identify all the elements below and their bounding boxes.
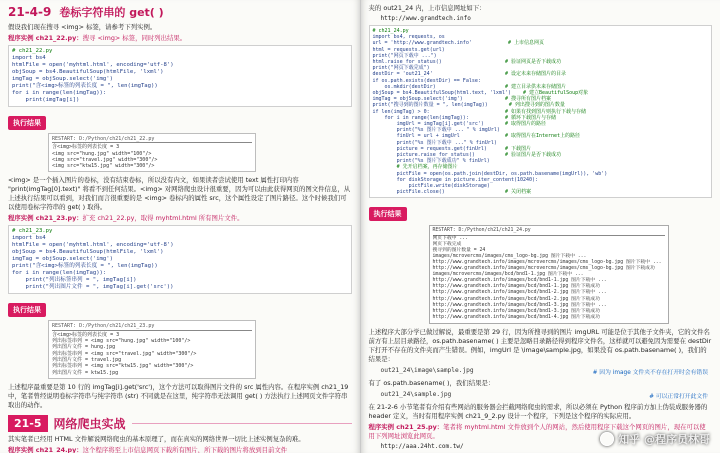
code-line: pictFile = open(os.path.join(destDir, os.path.basename(imgUrl)), 'wb') <box>372 170 608 177</box>
example-label: 程序实例 ch21_23.py： <box>8 214 83 223</box>
code-line: print("%s 图片下载中 ... " % imgUrl) <box>372 127 500 134</box>
code-line: # ch21_23.py <box>12 228 53 235</box>
output-line: 含<img>标签的列表长度 = 3 <box>52 331 120 338</box>
code-line: destDir = 'out21_24' # 设定未来存储图片的目录 <box>372 71 566 78</box>
section-title: 网络爬虫实战 <box>53 416 126 431</box>
output-line: http://www.grandtech.info/images/bcd/bnd1-4.jpg 图片下载成功 <box>432 314 600 320</box>
code-line: for i in range(len(imgTag)): # 循环下载图片与存储 <box>372 114 556 121</box>
paragraph-4: 在 21-2-6 小节笔者有介绍有些网站的服务器会拦截网络爬虫的需求，所以必须在 Python 程序前方加上伪装成服务器的 header 定义，当时有用程序实例 ch21_9_2.py 设计一个程序，下列是这个程序的实际应用。 <box>368 402 708 420</box>
right-page <box>361 0 720 453</box>
code-line: objSoup = bs4.BeautifulSoup(htmlFile, 'lxml') <box>12 249 164 256</box>
example-ch21-22 <box>8 34 352 43</box>
left-page-content <box>8 4 352 453</box>
console-restart-bar: RESTART: D:/Python/ch21/ch21_24.py <box>433 228 665 235</box>
result-tag: 执行结果 <box>369 207 407 221</box>
output-line: http://www.grandtech.info/images/bcd/bnd1-2.jpg 图片下载中 ... <box>432 290 607 296</box>
code-line: os.mkdir(destDir) # 建立目录供未来存储图片 <box>372 83 566 90</box>
code-line: if len(imgTag) > 0: # 如果有找到图片则执行下载与存储 <box>372 108 586 115</box>
output-block-ch21-24 <box>429 225 669 323</box>
output-line: http://www.grandtech.info/images/mcrovercms/images/cms_logo-bg.jpg 图片下载中 ... <box>432 259 662 265</box>
output-line: 列出图片文件 = travel.jpg <box>52 356 122 363</box>
code-line: objSoup = bs4.BeautifulSoup(htmlFile, 'lxml') <box>12 69 164 75</box>
output-line: images/mcrovercms/images/bcd/bnd1-1.jpg 图片下载中 ... <box>432 272 584 278</box>
paragraph-3: 有了 os.path.basename( )，我们结果是： <box>368 378 495 387</box>
paragraph-4: 其实笔者已经用 HTML 文件解说网络爬虫的基本原理了，而在真实的网络世界一切比上述实例复杂的难。 <box>8 434 305 443</box>
path-example-2 <box>381 391 713 400</box>
code-line: for i in range(len(imgTag)): <box>12 270 107 277</box>
code-line: for diskStorage in picture.iter_content(10240): <box>372 176 539 183</box>
path-text: out21_24\sample.jpg <box>380 390 452 398</box>
heading-number: 21-4-9 <box>8 5 52 19</box>
output-line: http://www.grandtech.info/images/mcrovercms/images/cms_logo-bg.jpg 图片下载成功 <box>432 266 655 272</box>
code-line: print(imgTag[i]) <box>12 97 80 103</box>
code-line: htmlFile = open('myhtml.html', encoding='utf-8') <box>12 62 174 68</box>
code-line: print("网页下载完成") <box>372 65 430 72</box>
section-21-5 <box>8 415 352 432</box>
code-line: # ch21_24.py <box>372 28 409 34</box>
watermark <box>600 431 710 447</box>
right-page-content <box>369 4 713 453</box>
url-line-2: http://aaa.24ht.com.tw/ <box>380 442 464 450</box>
code-line: print("列出图片文件 = ", imgTag[i].get('src')) <box>12 284 174 291</box>
paragraph-2: 上述程序大部分学已做过解说，最重要是第 29 行，因为所搜寻到的图片 imgURL 可能是位于其他子文件夹，它的文件名前方有上层目录路径，os.path.basename( ) 主要是忽略目录路径得到程序文件名，这样就可以避免因为需要在 destDir 下打开不存在的文件夹而产生错误。例如，imgUrl 是 \image\sample.jpg，如果没有 os.path.basename( )，我们的结果是： <box>368 327 712 363</box>
section-heading <box>8 4 352 20</box>
code-line: objSoup = bs4.BeautifulSoup(html.text, 'lxml') # 建立BeautifulSoup对象 <box>372 90 589 97</box>
section-number: 21-5 <box>8 415 48 432</box>
console-restart-bar: RESTART: D:/Python/ch21/ch21_22.py <box>52 136 252 143</box>
code-line: import bs4 <box>12 235 46 242</box>
example-ch21-23 <box>8 214 352 223</box>
output-line: <img src="travel.jpg" width="300"/> <box>52 156 158 163</box>
output-line: 列出标签串列 = <img src="ktw15.jpg" width="300"/> <box>52 363 194 370</box>
example-text: 这个程序将至上市信息网页下载所有图片，所下载的图片将放到目前文件 <box>82 445 288 453</box>
output-line: http://www.grandtech.info/images/bcd/bnd1-3.jpg 图片下载中 ... <box>432 302 607 308</box>
example-label: 程序实例 ch21_25.py： <box>368 422 444 431</box>
output-line: 列出图片文件 = hung.jpg <box>52 344 116 351</box>
output-line: 网页下载中 ... <box>432 235 469 241</box>
output-line: http://www.grandtech.info/images/bcd/bnd1-1.jpg 图片下载成功 <box>432 284 600 290</box>
example-label: 程序实例 ch21_24.py： <box>8 445 83 453</box>
watermark-text: 知乎 @程序员林哥 <box>618 433 710 446</box>
output-line: 列出标签串列 = <img src="hung.jpg" width="100"/> <box>52 338 191 345</box>
console-restart-bar: RESTART: D:/Python/ch21/ch21_23.py <box>52 323 252 330</box>
output-line: 网页下载完成 <box>432 241 462 247</box>
output-line: 搜寻到的图片数量 = 24 <box>432 247 486 253</box>
code-line: html = requests.get(url) <box>372 46 445 53</box>
code-block-ch21-23 <box>8 225 352 294</box>
code-line: for i in range(len(imgTag)): <box>12 90 107 96</box>
code-line: print("列出标签串列 = ", imgTag[i]) <box>12 277 137 284</box>
example-label: 程序实例 ch21_22.py： <box>8 34 83 42</box>
code-line: print("含<img>标签的列表长度 = ", len(imgTag)) <box>12 263 158 270</box>
code-line: finUrl = url + imgUrl # 取得图片在Internet上的路径 <box>372 133 581 140</box>
output-line: http://www.grandtech.info/images/bcd/bnd1-1.jpg 图片下载中 ... <box>432 278 607 284</box>
output-line: 列出标签串列 = <img src="travel.jpg" width="300"/> <box>52 350 197 357</box>
output-line: http://www.grandtech.info/images/bcd/bnd1-3.jpg 图片下载成功 <box>432 308 600 314</box>
example-text: 搜寻 <img> 标签，同时列出结果。 <box>82 34 187 42</box>
path-text: out21_24\image\sample.jpg <box>380 366 474 374</box>
code-line: url = 'http://www.grandtech.info' # 上市信息网页 <box>372 40 544 47</box>
code-line: imgTag = objSoup.select('img') # 搜寻所有图片档案 <box>372 96 551 103</box>
heading-title: 卷标字符串的 get( ) <box>59 6 164 19</box>
code-block-ch21-24 <box>369 25 713 198</box>
output-line: <img src="ktw15.jpg" width="300"/> <box>52 163 155 170</box>
code-line: picture = requests.get(finUrl) # 下载图片 <box>372 145 531 152</box>
code-line: # ch21_22.py <box>12 48 53 54</box>
code-line: print("网页下载中 ...") <box>372 52 437 59</box>
zhihu-icon <box>600 432 614 446</box>
paragraph-3: 上述程序最重要是第 10 行的 imgTag[i].get('src')，这个方法可以取得图片文件的 src 属性内容。在程序实例 ch21_19 中，笔者曾经说明卷标字符串与纯字符串 (str) 不同就是在这里，纯字符串无法调用 get( ) 方法执行上述网页文件字符串取出的动作。 <box>8 382 349 409</box>
section-divider <box>132 423 352 424</box>
output-line: 含<img>标签的列表长度 = 3 <box>52 144 120 151</box>
path-example-1 <box>381 367 713 376</box>
code-line: htmlFile = open('myhtml.html', encoding='utf-8') <box>12 242 174 249</box>
path-comment: # 可以正常打开此文件 <box>649 393 708 400</box>
code-line: imgTag = objSoup.select('img') <box>12 256 114 263</box>
example-text: 笔者将 myhtml.html 文件放到个人的网站，然后使用程序下载这个网页的图片，现在可以使用下列网址浏览此网页。 <box>368 422 706 440</box>
code-line: print("搜寻到的图片数量 = ", len(imgTag)) # 列出搜寻到的图片数量 <box>372 102 565 109</box>
url-line: http://www.grandtech.info <box>380 15 471 22</box>
output-block-ch21-23 <box>48 320 256 378</box>
code-line: import bs4 <box>12 55 46 61</box>
output-line: images/mcrovercms/images/cms_logo-bg.jpg 图片下载中 ... <box>432 253 587 259</box>
code-line: pictFile.write(diskStorage) <box>372 183 490 190</box>
code-line: print("含<img>标签的列表长度 = ", len(imgTag)) <box>12 83 158 89</box>
result-tag: 执行结果 <box>8 303 46 317</box>
example-ch21-24 <box>8 446 352 453</box>
code-line: print("%s 图片下载成功" % finUrl) <box>372 158 490 165</box>
code-block-ch21-22 <box>8 45 352 107</box>
code-line: print("%s 图片下载中 ..." % finUrl) <box>372 139 497 146</box>
output-line: http://www.grandtech.info/images/bcd/bnd1-2.jpg 图片下载成功 <box>432 296 600 302</box>
result-tag: 执行结果 <box>8 116 46 130</box>
paragraph-1: 夹的 out21_24 内，上市信息网址如下： <box>368 4 486 12</box>
code-line: imgUrl = imgTag[i].get('src') # 取得图片的路径 <box>372 121 546 128</box>
output-line: 列出图片文件 = ktw15.jpg <box>52 369 119 376</box>
code-line: # 先开启档案，再存储图片 <box>396 164 458 171</box>
paragraph-2: <img> 是一个插入图片的卷标，没有结束卷标，所以没有内文，如果读者尝试使用 text 属性打印内容 "print(imgTag[0].text)" 将看不到任何结果。<img> 对网络爬虫设计很重要，因为可以由此获得网页的图文件信息，从上述执行结果可以看到，对我们而言很重要的是 <img> 卷标内的属性 src，这个属性设定了图片路径。这个时候我们可以使用卷标字符串的 get( ) 取得。 <box>8 176 351 212</box>
code-line: import bs4, requests, os <box>372 34 445 41</box>
code-line: html.raise_for_status() # 验证网页是否下载成功 <box>372 59 561 66</box>
path-comment: # 因为 image 文件夹不存在打开时会有错误 <box>592 369 708 376</box>
output-line: <img src="hung.jpg" width="100"/> <box>52 150 152 157</box>
paragraph-1: 假设我们现在搜寻 <img> 标签，请参考下列实例。 <box>8 23 157 31</box>
code-line: imgTag = objSoup.select('img') <box>12 76 114 82</box>
output-block-ch21-22 <box>48 133 256 172</box>
example-text: 扩充 ch21_22.py，取得 myhtml.html 所有图片文件。 <box>82 214 244 223</box>
code-line: pictFile.close() # 关闭档案 <box>372 189 531 196</box>
code-line: picture.raise_for_status() # 验证图片是否下载成功 <box>372 152 561 159</box>
code-line: if os.path.exists(destDir) == False: <box>372 77 481 84</box>
